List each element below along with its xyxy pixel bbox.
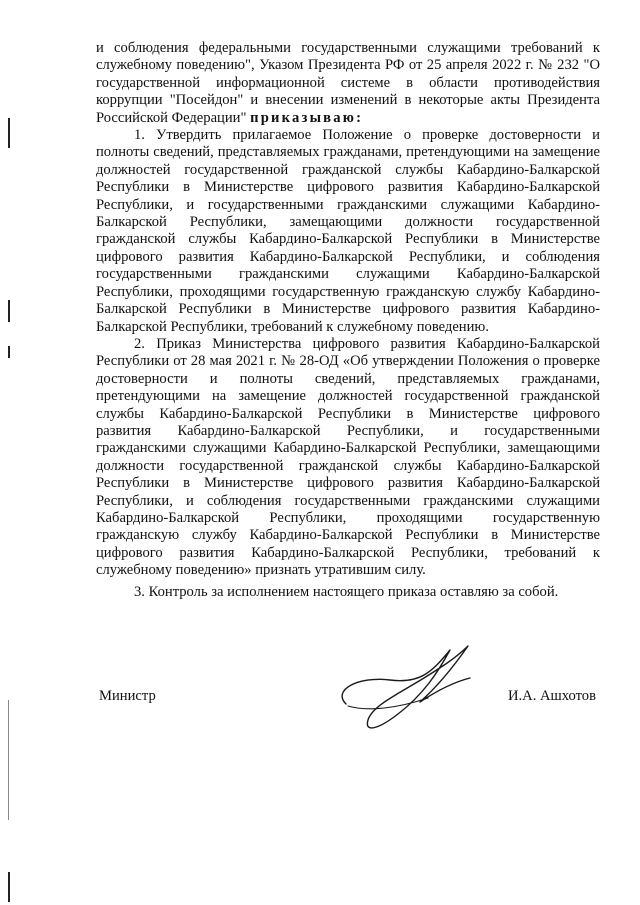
signatory-title: Министр xyxy=(99,688,156,704)
order-item-3: 3. Контроль за исполнением настоящего приказа оставляю за собой. xyxy=(134,583,559,600)
intro-text: и соблюдения федеральными государственными служащими требований к служебному поведению", Указом Президента РФ от 25 апреля 2022 г. № 232 "О государственной информационной системе в области противодействия коррупции "Посейдон" и внесении изменений в некоторые акты Президента Российской Федерации" xyxy=(96,40,600,126)
order-item-2: 2. Приказ Министерства цифрового развития Кабардино-Балкарской Республики от 28 мая 2021 г. № 28-ОД «Об утверждении Положения о проверке достоверности и полноты сведений, представляемых гражданами, претендующими на замещение должностей государственной гражданской службы Кабардино-Балкарской Республики в Министерстве цифрового развития Кабардино-Балкарской Республики, и государственными гражданскими служащими Кабардино-Балкарской Республики, замещающими должности государственной гражданской службы Кабардино-Балкарской Республики в Министерстве цифрового развития Кабардино-Балкарской Республики, и соблюдения государственными гражданскими служащими Кабардино-Балкарской Республики, проходящими государственную гражданскую службу Кабардино-Балкарской Республики в Министерстве цифрового развития Кабардино-Балкарской Республики, требований к служебному поведению» признать утратившим силу. xyxy=(96,335,600,579)
scan-margin-mark xyxy=(8,300,10,322)
document-body xyxy=(96,40,600,601)
handwritten-signature xyxy=(328,642,478,742)
signature-block xyxy=(96,682,600,742)
order-word: приказываю: xyxy=(250,109,364,126)
scan-margin-mark xyxy=(8,700,9,820)
order-item-1: 1. Утвердить прилагаемое Положение о проверке достоверности и полноты сведений, представляемых гражданами, претендующими на замещение должностей государственной гражданской службы Кабардино-Балкарской Республики в Министерстве цифрового развития Кабардино-Балкарской Республики, и государственными гражданскими служащими Кабардино-Балкарской Республики, замещающими должности государственной гражданской службы Кабардино-Балкарской Республики в Министерстве цифрового развития Кабардино-Балкарской Республики, и соблюдения государственными гражданскими служащими Кабардино-Балкарской Республики, проходящими государственную гражданскую службу Кабардино-Балкарской Республики в Министерстве цифрового развития Кабардино-Балкарской Республики, требований к служебному поведению. xyxy=(96,127,600,335)
signatory-name: И.А. Ашхотов xyxy=(507,688,596,704)
scan-margin-mark xyxy=(8,118,10,148)
scan-margin-mark xyxy=(8,872,10,902)
scan-margin-mark xyxy=(8,346,10,358)
intro-paragraph xyxy=(96,40,600,127)
